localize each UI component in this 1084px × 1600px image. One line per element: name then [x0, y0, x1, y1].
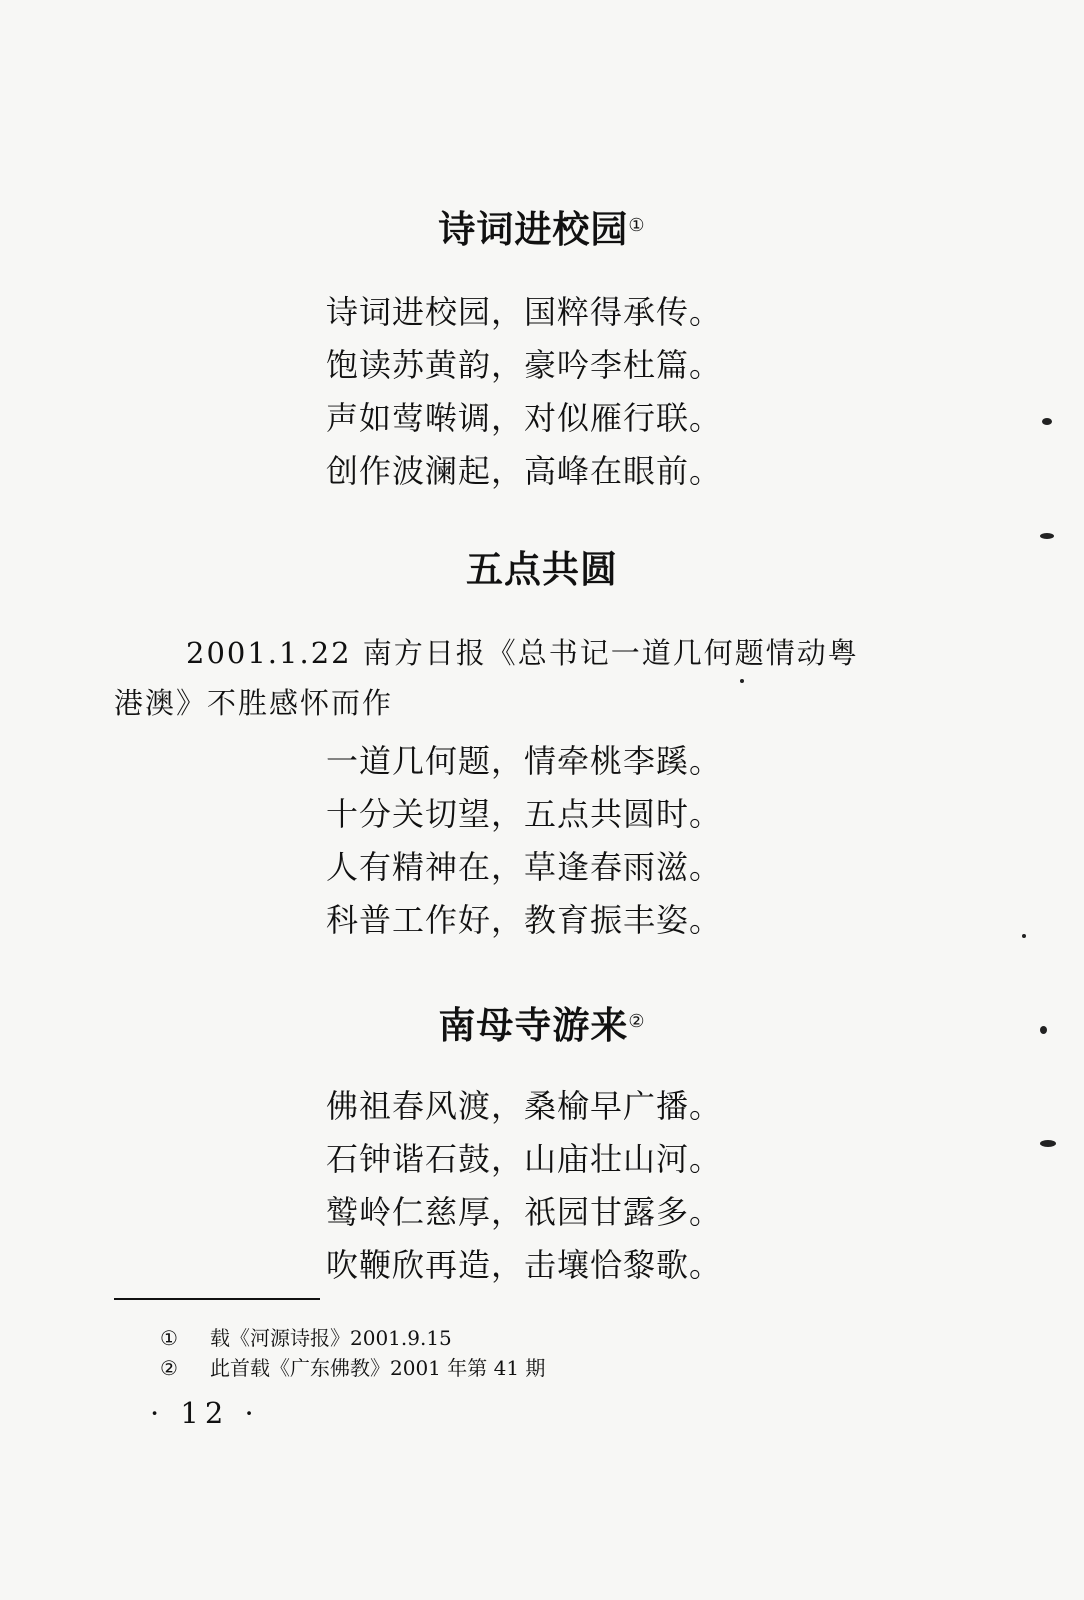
scan-speck [740, 679, 744, 683]
poem-line: 人有精神在，草逢春雨滋。 [326, 848, 723, 886]
poem-body-2 [326, 735, 722, 947]
footnote-ref-1: ① [628, 215, 646, 236]
poem-line: 吹鞭欣再造，击壤恰黎歌。 [326, 1246, 723, 1284]
poem-title-3 [0, 1004, 1084, 1048]
footnotes [160, 1323, 545, 1383]
poem-title-3-text: 南母寺游来 [438, 1004, 629, 1047]
footnote-1 [160, 1323, 545, 1353]
poem-line: 声如莺啭调，对似雁行联。 [326, 399, 723, 437]
poem-line: 创作波澜起，高峰在眼前。 [326, 452, 723, 490]
footnote-2 [160, 1353, 545, 1383]
scan-speck [1040, 1140, 1056, 1147]
footnote-mark: ① [160, 1326, 178, 1350]
scan-speck [1040, 533, 1054, 539]
poem-title-1-text: 诗词进校园 [438, 208, 629, 251]
footnote-divider [114, 1298, 320, 1300]
poem-body-1 [326, 286, 722, 498]
poem-line: 十分关切望，五点共圆时。 [326, 795, 723, 833]
footnote-text: 载《河源诗报》2001.9.15 [210, 1326, 452, 1350]
scan-speck [1022, 934, 1026, 938]
footnote-mark: ② [160, 1356, 178, 1380]
poem-title-2 [0, 548, 1084, 592]
scan-speck [1040, 1026, 1047, 1034]
footnote-ref-2: ② [628, 1011, 646, 1032]
poem-line: 石钟谐石鼓，山庙壮山河。 [326, 1140, 723, 1178]
poem-line: 鹫岭仁慈厚，祇园甘露多。 [326, 1193, 723, 1231]
poem-body-3 [326, 1080, 722, 1292]
poem-title-1 [0, 208, 1084, 252]
preface-line-1: 2001.1.22 南方日报《总书记一道几何题情动粤 [186, 636, 859, 670]
preface-line-2: 港澳》不胜感怀而作 [114, 686, 394, 720]
poem-title-2-text: 五点共圆 [466, 548, 618, 591]
poem-line: 一道几何题，情牵桃李蹊。 [326, 742, 723, 780]
poem-line: 科普工作好，教育振丰姿。 [326, 901, 723, 939]
scan-speck [1042, 418, 1052, 425]
poem-line: 诗词进校园，国粹得承传。 [326, 293, 723, 331]
page-number: · 12 · [150, 1396, 260, 1430]
poem-line: 佛祖春风渡，桑榆早广播。 [326, 1087, 723, 1125]
poem-preface [114, 628, 934, 728]
poem-line: 饱读苏黄韵，豪吟李杜篇。 [326, 346, 723, 384]
footnote-text: 此首载《广东佛教》2001 年第 41 期 [210, 1356, 546, 1380]
